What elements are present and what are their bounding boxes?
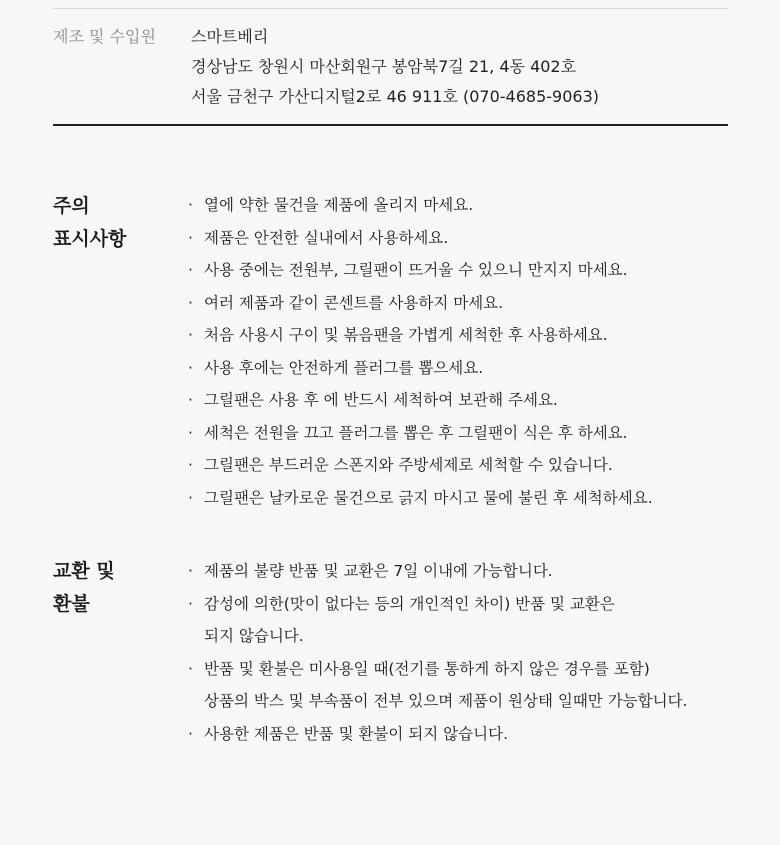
refund-item-text: 사용한 제품은 반품 및 환불이 되지 않습니다. xyxy=(204,724,509,743)
refund-item-text: 제품의 불량 반품 및 교환은 7일 이내에 가능합니다. xyxy=(204,562,553,580)
refund-item xyxy=(188,555,688,588)
section-divider xyxy=(53,124,728,126)
bullet-mark: · xyxy=(188,293,193,312)
caution-item-text: 그릴팬은 사용 후 에 반드시 세척하여 보관해 주세요. xyxy=(204,391,558,409)
bullet-mark: · xyxy=(188,228,193,247)
bullet-mark: · xyxy=(188,358,193,377)
manufacturer-address: 경상남도 창원시 마산회원구 봉암북7길 21, 4동 402호 xyxy=(191,57,577,76)
caution-heading xyxy=(53,190,126,256)
bullet-mark: · xyxy=(188,594,193,613)
refund-item-text: 상품의 박스 및 부속품이 전부 있으며 제품이 원상태 일때만 가능합니다. xyxy=(204,692,688,710)
caution-item xyxy=(188,189,653,222)
bullet-mark: · xyxy=(188,196,193,214)
refund-item xyxy=(188,718,688,751)
caution-item xyxy=(188,287,653,320)
caution-item-text: 세척은 전원을 끄고 플러그를 뽑은 후 그릴팬이 식은 후 하세요. xyxy=(204,423,628,442)
bullet-mark: · xyxy=(188,391,193,409)
refund-item xyxy=(188,653,688,718)
manufacturer-label: 제조 및 수입원 xyxy=(53,27,156,46)
caution-item-text: 제품은 안전한 실내에서 사용하세요. xyxy=(204,228,449,247)
caution-item xyxy=(188,222,653,255)
bullet-mark: · xyxy=(188,562,193,580)
refund-item-text: 반품 및 환불은 미사용일 때(전기를 통하게 하지 않은 경우를 포함) xyxy=(204,659,650,678)
caution-item-text: 처음 사용시 구이 및 볶음팬을 가볍게 세척한 후 사용하세요. xyxy=(204,326,608,344)
caution-item xyxy=(188,417,653,450)
caution-heading-line: 표시사항 xyxy=(53,228,127,250)
importer-address-phone: 서울 금천구 가산디지털2로 46 911호 (070-4685-9063) xyxy=(191,87,599,106)
caution-item-text: 열에 약한 물건을 제품에 올리지 마세요. xyxy=(204,196,474,214)
refund-heading xyxy=(53,555,115,621)
bullet-mark: · xyxy=(188,724,193,743)
caution-item xyxy=(188,352,653,385)
manufacturer-name: 스마트베리 xyxy=(191,27,269,46)
caution-item xyxy=(188,449,653,482)
bullet-mark: · xyxy=(188,326,193,344)
refund-item xyxy=(188,588,688,653)
bullet-mark: · xyxy=(188,456,193,474)
refund-item-text: 감성에 의한(맛이 없다는 등의 개인적인 차이) 반품 및 교환은 xyxy=(204,594,615,613)
refund-item-text: 되지 않습니다. xyxy=(204,627,304,645)
caution-item-text: 여러 제품과 같이 콘센트를 사용하지 마세요. xyxy=(204,293,504,312)
bullet-mark: · xyxy=(188,423,193,442)
caution-list xyxy=(188,189,653,514)
caution-item-text: 사용 후에는 안전하게 플러그를 뽑으세요. xyxy=(204,358,484,377)
caution-item xyxy=(188,254,653,287)
caution-heading-line: 주의 xyxy=(53,195,90,217)
bullet-mark: · xyxy=(188,261,193,279)
caution-item-text: 그릴팬은 날카로운 물건으로 긁지 마시고 물에 불린 후 세척하세요. xyxy=(204,488,653,507)
refund-list xyxy=(188,555,688,750)
caution-item-text: 사용 중에는 전원부, 그릴팬이 뜨거울 수 있으니 만지지 마세요. xyxy=(204,261,628,279)
top-divider xyxy=(53,8,728,9)
bullet-mark: · xyxy=(188,488,193,507)
caution-item-text: 그릴팬은 부드러운 스폰지와 주방세제로 세척할 수 있습니다. xyxy=(204,456,613,474)
manufacturer-info xyxy=(191,22,599,112)
caution-item xyxy=(188,319,653,352)
caution-item xyxy=(188,482,653,515)
refund-heading-line: 교환 및 xyxy=(53,560,115,582)
bullet-mark: · xyxy=(188,659,193,678)
refund-heading-line: 환불 xyxy=(53,593,90,615)
caution-item xyxy=(188,384,653,417)
